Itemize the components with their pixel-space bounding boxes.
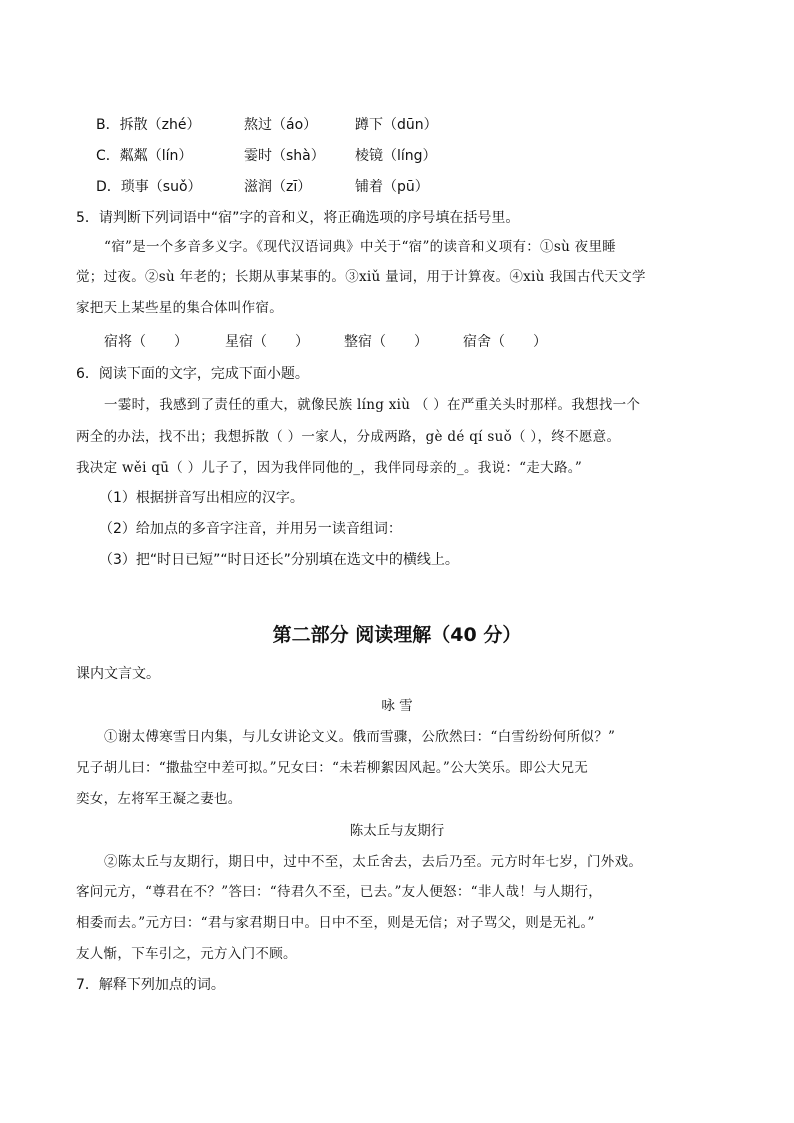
poem-2-line-1: ②陈太丘与友期行，期日中，过中不至，太丘舍去，去后乃至。元方时年七岁，门外戏。 xyxy=(104,854,643,870)
question-6-passage-line-3: 我决定 wěi qū（ ）儿子了，因为我伴同他的_，我伴同母亲的_。我说：“走大路。” xyxy=(76,460,583,476)
question-6-passage-line-1: 一霎时，我感到了责任的重大，就像民族 líng xiù （ ）在严重关头时那样。我想找一个 xyxy=(104,397,641,413)
option-d-word-3: 铺着（pū） xyxy=(355,179,429,195)
poem-2-title: 陈太丘与友期行 xyxy=(349,823,445,839)
question-5-para-line-2: 觉；过夜。②sù 年老的；长期从事某事的。③xiǔ 量词，用于计算夜。④xiù 我国古代天文学 xyxy=(76,269,646,285)
question-5-para-line-3: 家把天上某些星的集合体叫作宿。 xyxy=(76,300,283,316)
question-7-stem: 7．解释下列加点的词。 xyxy=(76,977,225,993)
question-5-para-line-1: “宿”是一个多音多义字。《现代汉语词典》中关于“宿”的读音和义项有：①sù 夜里睡 xyxy=(104,239,617,255)
poem-1-title: 咏 雪 xyxy=(381,698,413,714)
option-c-word-2: 霎时（shà） xyxy=(244,148,325,164)
question-5-blank-1[interactable]: 宿将（ ） xyxy=(104,334,188,350)
section-title: 第二部分 阅读理解（40 分） xyxy=(272,624,522,646)
question-5-blank-3[interactable]: 整宿（ ） xyxy=(344,334,428,350)
question-6-sub-1: （1）根据拼音写出相应的汉字。 xyxy=(99,490,304,506)
question-6-sub-3: （3）把“时日已短”“时日还长”分别填在选文中的横线上。 xyxy=(99,552,459,568)
option-d-word-2: 滋润（zī） xyxy=(244,179,312,195)
option-b-word-3: 蹲下（dūn） xyxy=(355,117,438,133)
section-intro: 课内文言文。 xyxy=(76,666,160,682)
poem-1-line-1: ①谢太傅寒雪日内集，与儿女讲论文义。俄而雪骤，公欣然曰：“白雪纷纷何所似？” xyxy=(104,729,616,745)
question-5-blank-4[interactable]: 宿舍（ ） xyxy=(463,334,547,350)
poem-2-line-2: 客问元方，“尊君在不？”答曰：“待君久不至，已去。”友人便怒：“非人哉！与人期行， xyxy=(76,884,603,900)
question-6-sub-2: （2）给加点的多音字注音，并用另一读音组词： xyxy=(99,521,402,537)
question-5-stem: 5．请判断下列词语中“宿”字的音和义，将正确选项的序号填在括号里。 xyxy=(76,210,520,226)
question-6-stem: 6．阅读下面的文字，完成下面小题。 xyxy=(76,366,309,382)
option-b-word-2: 熬过（áo） xyxy=(244,117,318,133)
option-c-word-3: 棱镜（líng） xyxy=(355,148,437,164)
question-5-blank-2[interactable]: 星宿（ ） xyxy=(225,334,309,350)
option-c-word-1: C．粼粼（lín） xyxy=(96,148,193,164)
poem-2-line-4: 友人惭，下车引之，元方入门不顾。 xyxy=(76,946,297,962)
poem-1-line-3: 奕女，左将军王凝之妻也。 xyxy=(76,791,242,807)
option-d-word-1: D．琐事（suǒ） xyxy=(96,179,202,195)
option-b-word-1: B．拆散（zhé） xyxy=(96,117,201,133)
poem-1-line-2: 兄子胡儿曰：“撒盐空中差可拟。”兄女曰：“未若柳絮因风起。”公大笑乐。即公大兄无 xyxy=(76,760,589,776)
question-6-passage-line-2: 两全的办法，找不出；我想拆散（ ）一家人，分成两路，gè dé qí suǒ（ ），终不愿意。 xyxy=(76,429,621,445)
poem-2-line-3: 相委而去。”元方曰：“君与家君期日中。日中不至，则是无信；对子骂父，则是无礼。” xyxy=(76,915,595,931)
